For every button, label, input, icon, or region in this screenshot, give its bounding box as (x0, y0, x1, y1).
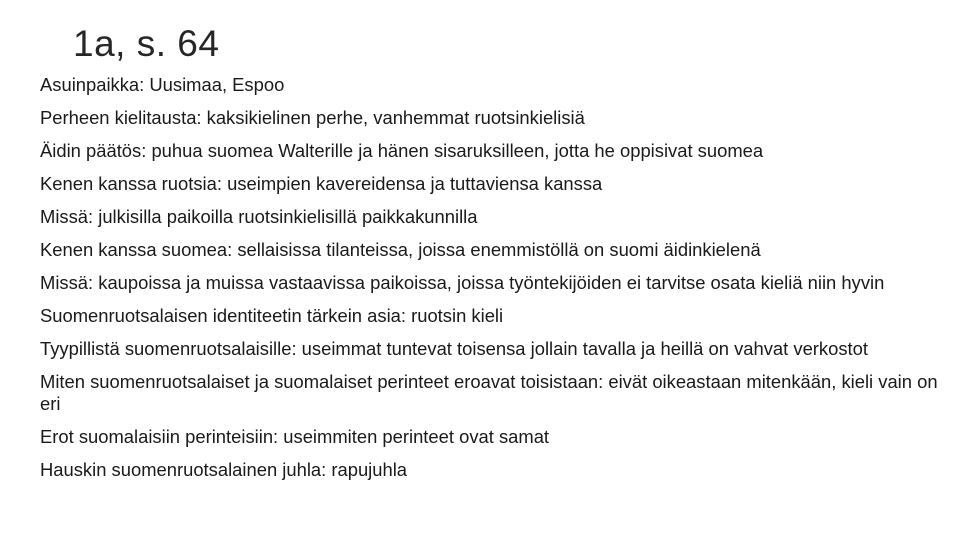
list-item: Hauskin suomenruotsalainen juhla: rapujuhla (40, 459, 408, 480)
slide-title: 1a, s. 64 (73, 23, 220, 64)
list-item: Perheen kielitausta: kaksikielinen perhe, vanhemmat ruotsinkielisiä (40, 107, 585, 128)
list-item: Asuinpaikka: Uusimaa, Espoo (40, 74, 285, 95)
list-item: Missä: kaupoissa ja muissa vastaavissa paikoissa, joissa työntekijöiden ei tarvitse osata kieliä niin hyvin (40, 272, 885, 293)
list-item: Kenen kanssa ruotsia: useimpien kavereidensa ja tuttaviensa kanssa (40, 173, 603, 194)
list-item: Erot suomalaisiin perinteisiin: useimmiten perinteet ovat samat (40, 426, 550, 447)
list-item: Suomenruotsalaisen identiteetin tärkein asia: ruotsin kieli (40, 305, 504, 326)
list-item: Miten suomenruotsalaiset ja suomalaiset perinteet eroavat toisistaan: eivät oikeastaan mitenkään, kieli vain on eri (40, 371, 938, 414)
content-list (40, 74, 940, 492)
list-item: Äidin päätös: puhua suomea Walterille ja hänen sisaruksilleen, jotta he oppisivat suomea (40, 140, 764, 161)
list-item: Missä: julkisilla paikoilla ruotsinkielisillä paikkakunnilla (40, 206, 478, 227)
list-item: Kenen kanssa suomea: sellaisissa tilanteissa, joissa enemmistöllä on suomi äidinkielenä (40, 239, 761, 260)
list-item: Tyypillistä suomenruotsalaisille: useimmat tuntevat toisensa jollain tavalla ja heillä on vahvat verkostot (40, 338, 868, 359)
